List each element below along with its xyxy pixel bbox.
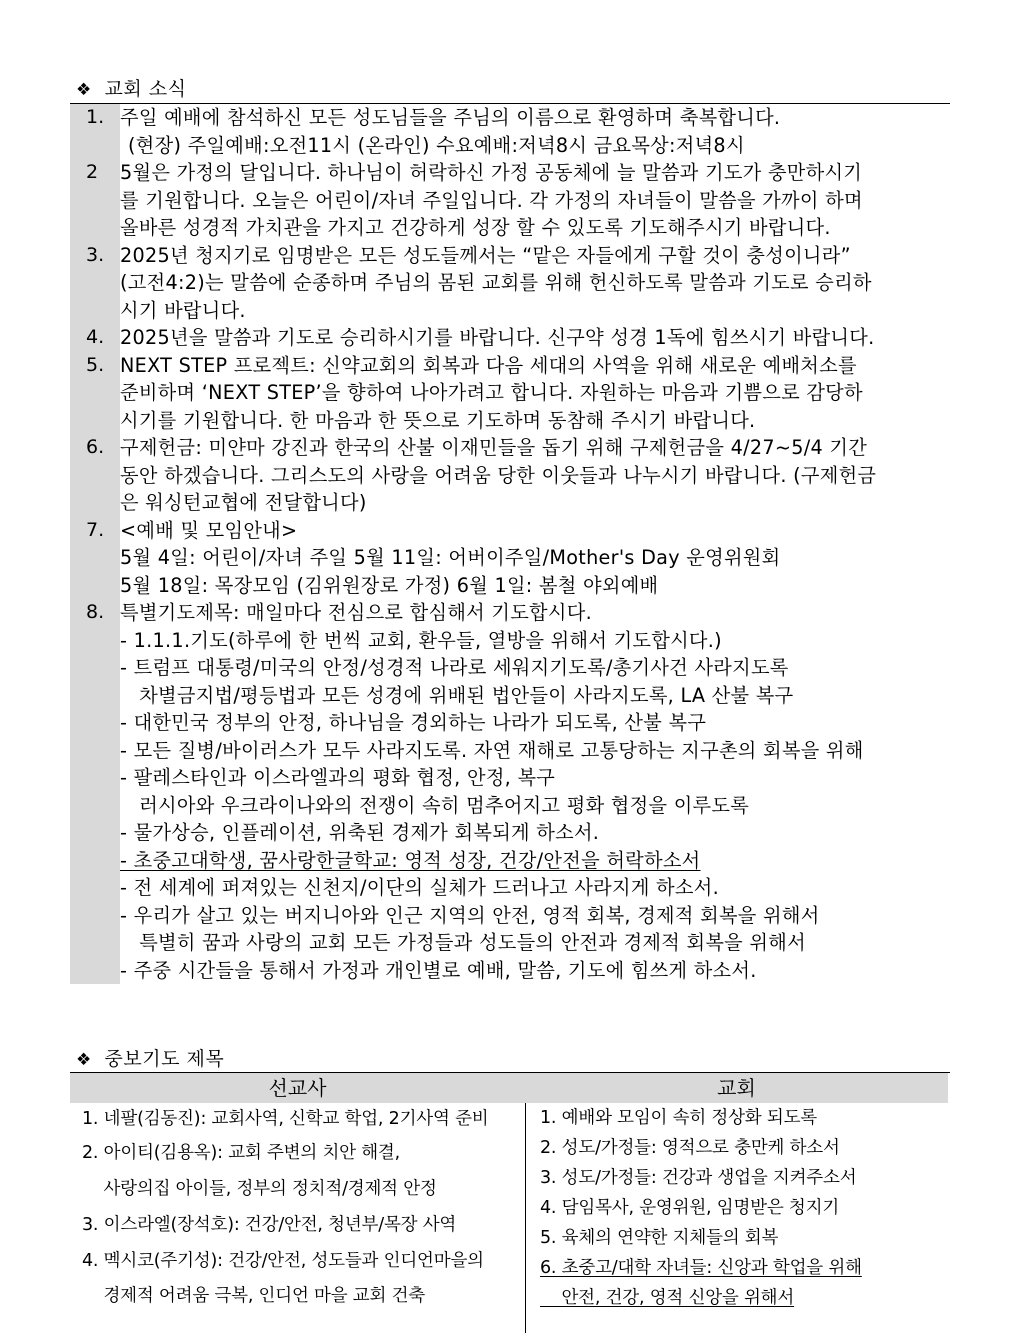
- diamond-bullet-icon: ❖: [76, 1050, 92, 1070]
- church-row: 1. 예배와 모임이 속히 정상화 되도록: [540, 1108, 817, 1128]
- news-section-title: ❖ 교회 소식: [76, 78, 187, 100]
- item-number: 1.: [70, 104, 120, 159]
- news-line: NEXT STEP 프로젝트: 신약교회의 회복과 다음 세대의 사역을 위해 새로운 예배처소를: [120, 353, 857, 377]
- news-line: 주일 예배에 참석하신 모든 성도님들을 주님의 이름으로 환영하며 축복합니다.: [120, 106, 781, 129]
- prayer-line: - 트럼프 대통령/미국의 안정/성경적 나라로 세워지기도록/총기사건 사라지도록: [120, 656, 789, 679]
- news-line: 특별기도제목: 매일마다 전심으로 합심해서 기도합시다.: [120, 601, 592, 624]
- prayer-line: - 물가상승, 인플레이션, 위축된 경제가 회복되게 하소서.: [120, 821, 600, 844]
- news-item-8: [70, 599, 950, 984]
- prayer-line: 러시아와 우크라이나와의 전쟁이 속히 멈추어지고 평화 협정을 이루도록: [120, 793, 750, 817]
- church-row-underlined: 안전, 건강, 영적 신앙을 위해서: [540, 1288, 795, 1308]
- news-line: 올바른 성경적 가치관을 가지고 건강하게 성장 할 수 있도록 기도해주시기 바랍니다.: [120, 216, 831, 239]
- missionary-row: 3. 이스라엘(장석호): 건강/안전, 청년부/목장 사역: [82, 1215, 457, 1235]
- news-line: 시기를 기원합니다. 한 마음과 한 뜻으로 기도하며 동참해 주시기 바랍니다.: [120, 408, 756, 432]
- news-line: 5월 4일: 어린이/자녀 주일 5월 11일: 어버이주일/Mother's Day 운영위원회: [120, 546, 781, 569]
- church-list: [540, 1103, 950, 1313]
- news-item-4: [70, 324, 950, 352]
- item-number: 4.: [70, 324, 120, 352]
- missionary-list: [82, 1103, 522, 1313]
- news-line: 구제헌금: 미얀마 강진과 한국의 산불 이재민들을 돕기 위해 구제헌금을 4/27~5/4 기간: [120, 436, 868, 459]
- missionary-column-header: 선교사: [70, 1073, 525, 1103]
- prayer-line: 특별히 꿈과 사랑의 교회 모든 가정들과 성도들의 안전과 경제적 회복을 위해서: [120, 931, 806, 954]
- missionary-row: 경제적 어려움 극복, 인디언 마을 교회 건축: [82, 1286, 425, 1306]
- church-row: 5. 육체의 연약한 지체들의 회복: [540, 1228, 779, 1248]
- church-row-underlined: 6. 초중고/대학 자녀들: 신앙과 학업을 위해: [540, 1258, 862, 1278]
- item-number: 3.: [70, 242, 120, 325]
- item-number: 5.: [70, 352, 120, 435]
- column-divider: [525, 1103, 526, 1333]
- news-line: (현장) 주일예배:오전11시 (온라인) 수요예배:저녁8시 금요목상:저녁8시: [128, 133, 745, 157]
- news-list: [70, 104, 950, 984]
- news-item-7: [70, 517, 950, 600]
- news-line: 준비하며 ‘NEXT STEP’을 향하여 나아가려고 합니다. 자원하는 마음과 기쁨으로 감당하: [120, 381, 863, 404]
- item-number: 7.: [70, 517, 120, 600]
- news-item-6: [70, 434, 950, 517]
- item-number: 6.: [70, 434, 120, 517]
- item-number: 2: [70, 159, 120, 242]
- missionary-row: 사랑의집 아이들, 정부의 정치적/경제적 안정: [82, 1179, 437, 1199]
- news-line: 2025년 청지기로 임명받은 모든 성도들께서는 “맡은 자들에게 구할 것이 충성이니라”: [120, 243, 851, 267]
- prayer-line: - 주중 시간들을 통해서 가정과 개인별로 예배, 말씀, 기도에 힘쓰게 하소서.: [120, 958, 757, 982]
- prayer-line: - 우리가 살고 있는 버지니아와 인근 지역의 안전, 영적 회복, 경제적 회복을 위해서: [120, 903, 820, 927]
- news-line: 5월은 가정의 달입니다. 하나님이 허락하신 가정 공동체에 늘 말씀과 기도가 충만하시기: [120, 161, 863, 184]
- prayer-line: - 1.1.1.기도(하루에 한 번씩 교회, 환우들, 열방을 위해서 기도합시다.): [120, 628, 722, 652]
- news-line: 은 워싱턴교협에 전달합니다): [120, 491, 367, 514]
- church-column-header: 교회: [525, 1073, 948, 1103]
- church-row: 3. 성도/가정들: 건강과 생업을 지켜주소서: [540, 1168, 857, 1188]
- item-number: 8.: [70, 599, 120, 984]
- news-line: 시기 바랍니다.: [120, 298, 246, 322]
- news-line: 를 기원합니다. 오늘은 어린이/자녀 주일입니다. 각 가정의 자녀들이 말씀을 가까이 하며: [120, 188, 863, 212]
- news-line: 2025년을 말씀과 기도로 승리하시기를 바랍니다. 신구약 성경 1독에 힘쓰시기 바랍니다.: [120, 326, 875, 349]
- missionary-row: 4. 멕시코(주기성): 건강/안전, 성도들과 인디언마을의: [82, 1251, 484, 1271]
- news-item-1: [70, 104, 950, 159]
- prayer-line: - 전 세계에 퍼져있는 신천지/이단의 실체가 드러나고 사라지게 하소서.: [120, 876, 719, 899]
- news-item-2: [70, 159, 950, 242]
- prayer-line: 차별금지법/평등법과 모든 성경에 위배된 법안들이 사라지도록, LA 산불 복구: [120, 683, 794, 707]
- diamond-bullet-icon: ❖: [76, 80, 92, 100]
- church-row: 4. 담임목사, 운영위원, 임명받은 청지기: [540, 1198, 840, 1218]
- church-row: 2. 성도/가정들: 영적으로 충만케 하소서: [540, 1138, 840, 1158]
- news-line: (고전4:2)는 말씀에 순종하며 주님의 몸된 교회를 위해 헌신하도록 말씀과 기도로 승리하: [120, 271, 872, 294]
- news-line: <예배 및 모임안내>: [120, 518, 298, 542]
- prayer-line-underlined: - 초중고대학생, 꿈사랑한글학교: 영적 성장, 건강/안전을 허락하소서: [120, 848, 701, 872]
- prayer-line: - 팔레스타인과 이스라엘과의 평화 협정, 안정, 복구: [120, 766, 556, 789]
- missionary-row: 1. 네팔(김동진): 교회사역, 신학교 학업, 2기사역 준비: [82, 1109, 489, 1129]
- news-line: 동안 하겠습니다. 그리스도의 사랑을 어려움 당한 이웃들과 나누시기 바랍니다. (구제헌금: [120, 463, 877, 487]
- prayer-line: - 대한민국 정부의 안정, 하나님을 경외하는 나라가 되도록, 산불 복구: [120, 711, 707, 734]
- news-line: 5월 18일: 목장모임 (김위원장로 가정) 6월 1일: 봄철 야외예배: [120, 573, 659, 597]
- missionary-row: 2. 아이티(김용옥): 교회 주변의 치안 해결,: [82, 1143, 400, 1163]
- news-item-5: [70, 352, 950, 435]
- news-item-3: [70, 242, 950, 325]
- prayer-section-title: ❖ 중보기도 제목: [76, 1048, 225, 1070]
- prayer-line: - 모든 질병/바이러스가 모두 사라지도록. 자연 재해로 고통당하는 지구촌의 회복을 위해: [120, 738, 864, 762]
